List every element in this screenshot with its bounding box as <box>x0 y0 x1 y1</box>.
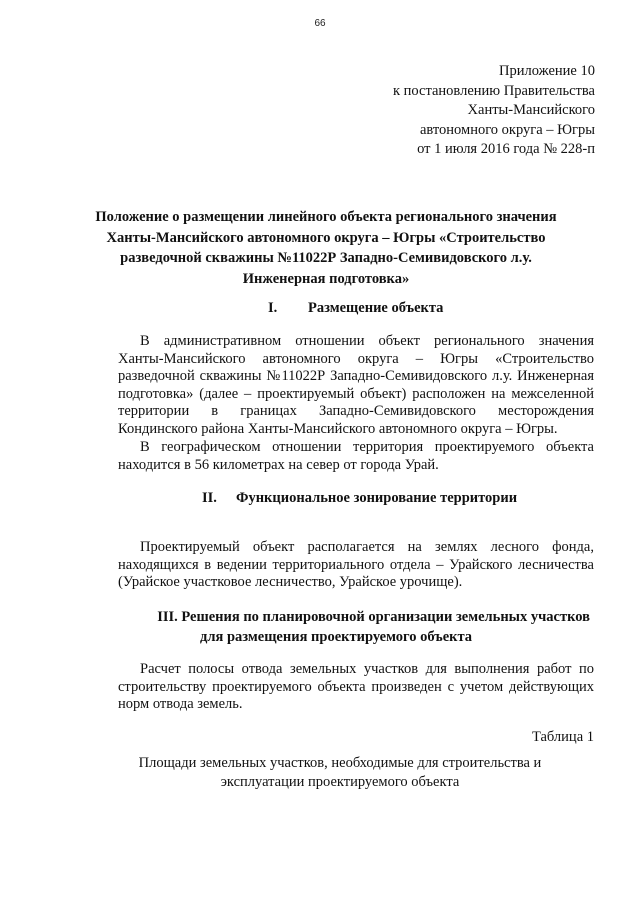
appendix-line: Приложение 10 <box>499 63 595 79</box>
section2-title: Функциональное зонирование территории <box>236 490 518 506</box>
page-number: 66 <box>314 18 326 29</box>
title-line: разведочной скважины №11022Р Западно-Семивидовского л.у. <box>120 250 532 266</box>
paragraph-line: В географическом отношении территория проектируемого объекта <box>140 439 594 455</box>
paragraph-line: строительству проектируемого объекта произведен с учетом действующих <box>118 678 594 695</box>
section3-paragraph <box>118 661 594 714</box>
table-caption-line: эксплуатации проектируемого объекта <box>220 774 460 790</box>
section2-paragraph <box>118 539 594 592</box>
paragraph-line: Проектируемый объект располагается на землях лесного фонда, <box>140 539 594 555</box>
section2-number: II. <box>202 490 217 506</box>
section1-paragraph2 <box>118 439 594 474</box>
section3-heading <box>60 607 592 647</box>
table-caption <box>60 754 620 792</box>
paragraph-line: В административном отношении объект регионального значения <box>140 333 594 349</box>
paragraph-line: Кондинского района Ханты-Мансийского автономного округа – Югры. <box>118 420 558 437</box>
appendix-line: автономного округа – Югры <box>419 121 595 138</box>
paragraph-line: (Урайское участковое лесничество, Урайское урочище). <box>118 574 463 591</box>
title-line: Ханты-Мансийского автономного округа – Югры «Строительство <box>106 229 546 246</box>
title-line: Инженерная подготовка» <box>242 270 410 287</box>
paragraph-line: территории в границах Западно-Семивидовского месторождения <box>118 403 594 420</box>
section1-number: I. <box>268 300 278 316</box>
section1-paragraph1 <box>118 333 594 439</box>
paragraph-line: норм отвода земель. <box>118 696 243 713</box>
section3-heading-line: для размещения проектируемого объекта <box>200 629 473 645</box>
section1-heading <box>268 298 443 318</box>
paragraph-line: Расчет полосы отвода земельных участков для выполнения работ по <box>140 661 594 677</box>
table-caption-line: Площади земельных участков, необходимые для строительства и <box>138 755 542 771</box>
document-title <box>60 207 592 289</box>
paragraph-line: подготовка» (далее – проектируемый объект) расположен на межселенной <box>118 385 594 402</box>
appendix-line: от 1 июля 2016 года № 228-п <box>417 141 595 157</box>
appendix-block <box>393 62 595 160</box>
paragraph-line: разведочной скважины №11022Р Западно-Семивидовского л.у. Инженерная <box>118 368 594 385</box>
title-line: Положение о размещении линейного объекта регионального значения <box>95 209 557 225</box>
paragraph-line: находится в 56 километрах на север от города Урай. <box>118 456 439 473</box>
paragraph-line: находящихся в ведении территориального отдела – Урайского лесничества <box>118 556 594 573</box>
section1-title: Размещение объекта <box>308 300 444 316</box>
paragraph-line: Ханты-Мансийского автономного округа – Югры «Строительство <box>118 350 594 367</box>
section2-heading <box>202 488 517 508</box>
appendix-line: Ханты-Мансийского <box>467 102 595 118</box>
section3-heading-line: III. Решения по планировочной организации земельных участков <box>157 609 590 625</box>
appendix-line: к постановлению Правительства <box>393 82 595 99</box>
table-label: Таблица 1 <box>531 729 594 745</box>
